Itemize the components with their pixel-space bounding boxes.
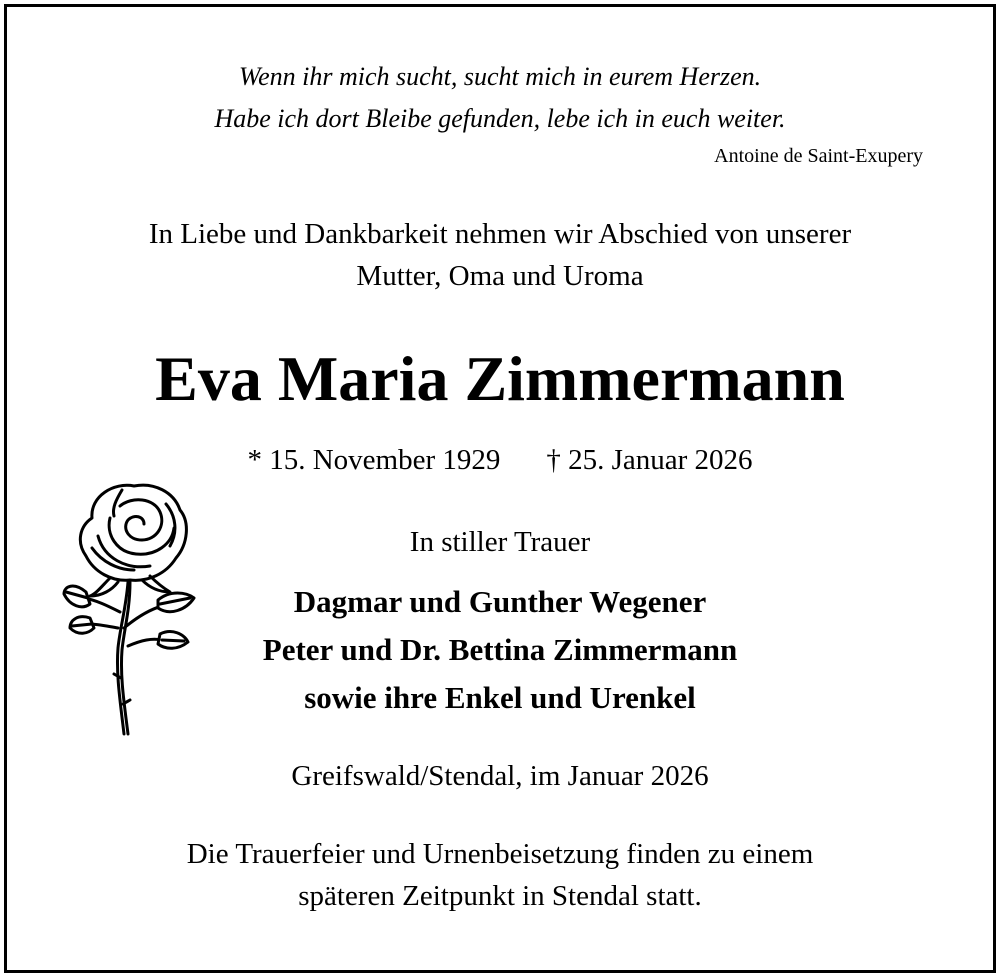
birth-date: * 15. November 1929 xyxy=(247,444,501,476)
mourner-line-1: Dagmar und Gunther Wegener xyxy=(293,584,707,619)
quote-author: Antoine de Saint-Exupery xyxy=(714,145,923,167)
mourner-line-2: Peter und Dr. Bettina Zimmermann xyxy=(262,632,738,667)
funeral-note-line-1: Die Trauerfeier und Urnenbeisetzung finden zu einem xyxy=(186,838,814,870)
deceased-name: Eva Maria Zimmermann xyxy=(155,343,845,414)
life-dates xyxy=(0,444,1000,477)
death-date: † 25. Januar 2026 xyxy=(546,444,753,476)
intro-line-1: In Liebe und Dankbarkeit nehmen wir Abschied von unserer xyxy=(148,218,852,250)
intro-line-2: Mutter, Oma und Uroma xyxy=(356,260,644,292)
quote-line-2: Habe ich dort Bleibe gefunden, lebe ich in euch weiter. xyxy=(214,104,786,133)
funeral-note-line-2: späteren Zeitpunkt in Stendal statt. xyxy=(298,880,702,912)
place-and-date: Greifswald/Stendal, im Januar 2026 xyxy=(291,760,709,792)
mourners-heading: In stiller Trauer xyxy=(409,526,591,558)
quote-line-1: Wenn ihr mich sucht, sucht mich in eurem Herzen. xyxy=(238,62,762,91)
mourner-line-3: sowie ihre Enkel und Urenkel xyxy=(304,680,696,715)
